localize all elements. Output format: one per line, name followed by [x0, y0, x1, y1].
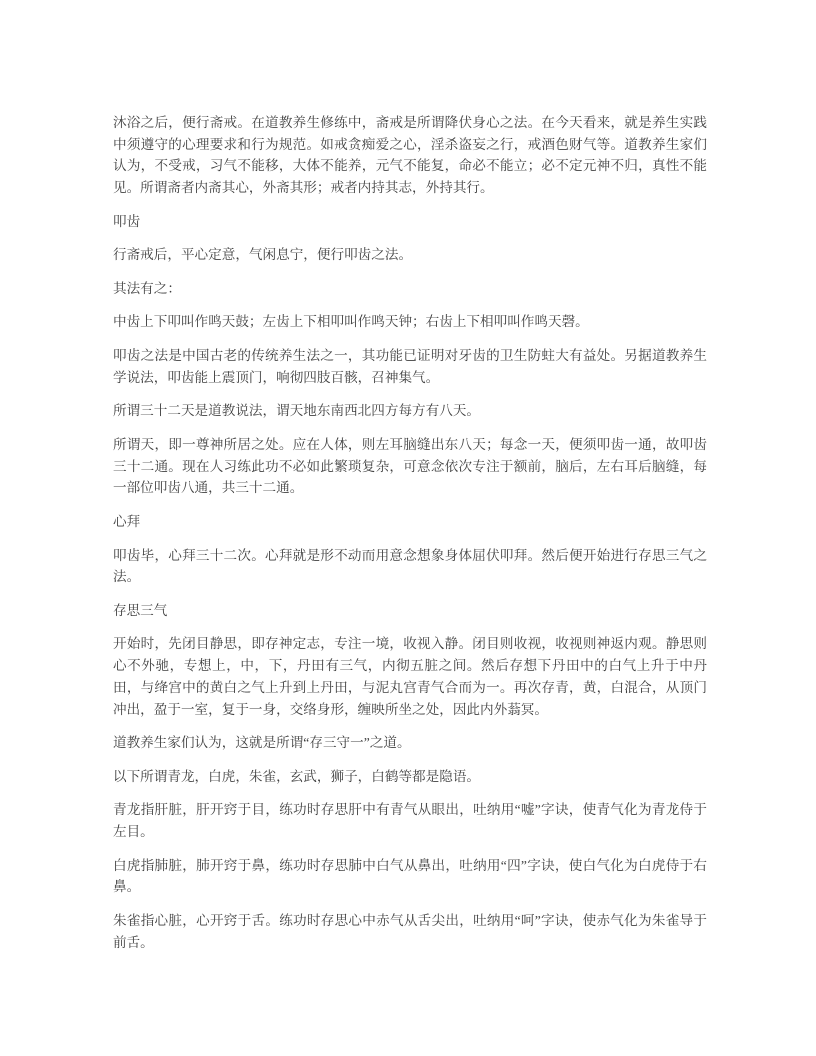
paragraph: 中齿上下叩叫作鸣天鼓；左齿上下相叩叫作鸣天钟；右齿上下相叩叫作鸣天磬。 [113, 314, 589, 330]
section-heading: 心拜 [113, 513, 141, 529]
section-heading: 叩齿 [113, 213, 141, 229]
paragraph: 所谓三十二天是道教说法，谓天地东南西北四方每方有八天。 [113, 403, 481, 419]
paragraph: 白虎指肺脏，肺开窍于鼻，练功时存思肺中白气从鼻出，吐纳用“四”字诀，使白气化为白虎侍于右鼻。 [113, 857, 707, 895]
paragraph: 沐浴之后，便行斋戒。在道教养生修练中，斋戒是所谓降伏身心之法。在今天看来，就是养生实践中须遵守的心理要求和行为规范。如戒贪痴爱之心，淫杀盗妄之行，戒酒色财气等。道教养生家们认为，不受戒，习气不能移，大体不能养，元气不能复，命必不能立；必不定元神不归，真性不能见。所谓斋者内斋其心，外斋其形；戒者内持其志，外持其行。 [113, 115, 707, 196]
paragraph: 朱雀指心脏，心开窍于舌。练功时存思心中赤气从舌尖出，吐纳用“呵”字诀，使赤气化为朱雀导于前舌。 [113, 912, 707, 950]
paragraph: 行斋戒后，平心定意，气闲息宁，便行叩齿之法。 [113, 247, 413, 263]
paragraph: 叩齿毕，心拜三十二次。心拜就是形不动而用意念想象身体屈伏叩拜。然后便开始进行存思三气之法。 [113, 547, 707, 585]
paragraph: 道教养生家们认为，这就是所谓“存三守一”之道。 [113, 735, 411, 751]
paragraph: 开始时，先闭目静思，即存神定志，专注一境，收视入静。闭目则收视，收视则神返内观。静思则心不外驰，专想上，中，下，丹田有三气，内彻五脏之间。然后存想下丹田中的白气上升于中丹田，与绛宫中的黄白之气上升到上丹田，与泥丸宫青气合而为一。再次存青，黄，白混合，从顶门冲出，盈于一室，复于一身，交络身形，缠映所坐之处，因此内外蓊冥。 [113, 636, 707, 717]
section-heading: 存思三气 [113, 602, 168, 618]
paragraph: 所谓天，即一尊神所居之处。应在人体，则左耳脑缝出东八天；每念一天，便须叩齿一通，故叩齿三十二通。现在人习练此功不必如此繁琐复杂，可意念依次专注于额前，脑后，左右耳后脑缝，每一部位叩齿八通，共三十二通。 [113, 436, 707, 496]
document-content [113, 112, 707, 965]
paragraph: 以下所谓青龙，白虎，朱雀，玄武，狮子，白鹤等都是隐语。 [113, 768, 481, 784]
paragraph: 其法有之： [113, 280, 181, 296]
paragraph: 叩齿之法是中国古老的传统养生法之一，其功能已证明对牙齿的卫生防蛀大有益处。另据道教养生学说法，叩齿能上震顶门，响彻四肢百骸，召神集气。 [113, 348, 707, 385]
paragraph: 青龙指肝脏，肝开窍于目，练功时存思肝中有青气从眼出，吐纳用“嘘”字诀，使青气化为青龙侍于左目。 [113, 802, 707, 840]
